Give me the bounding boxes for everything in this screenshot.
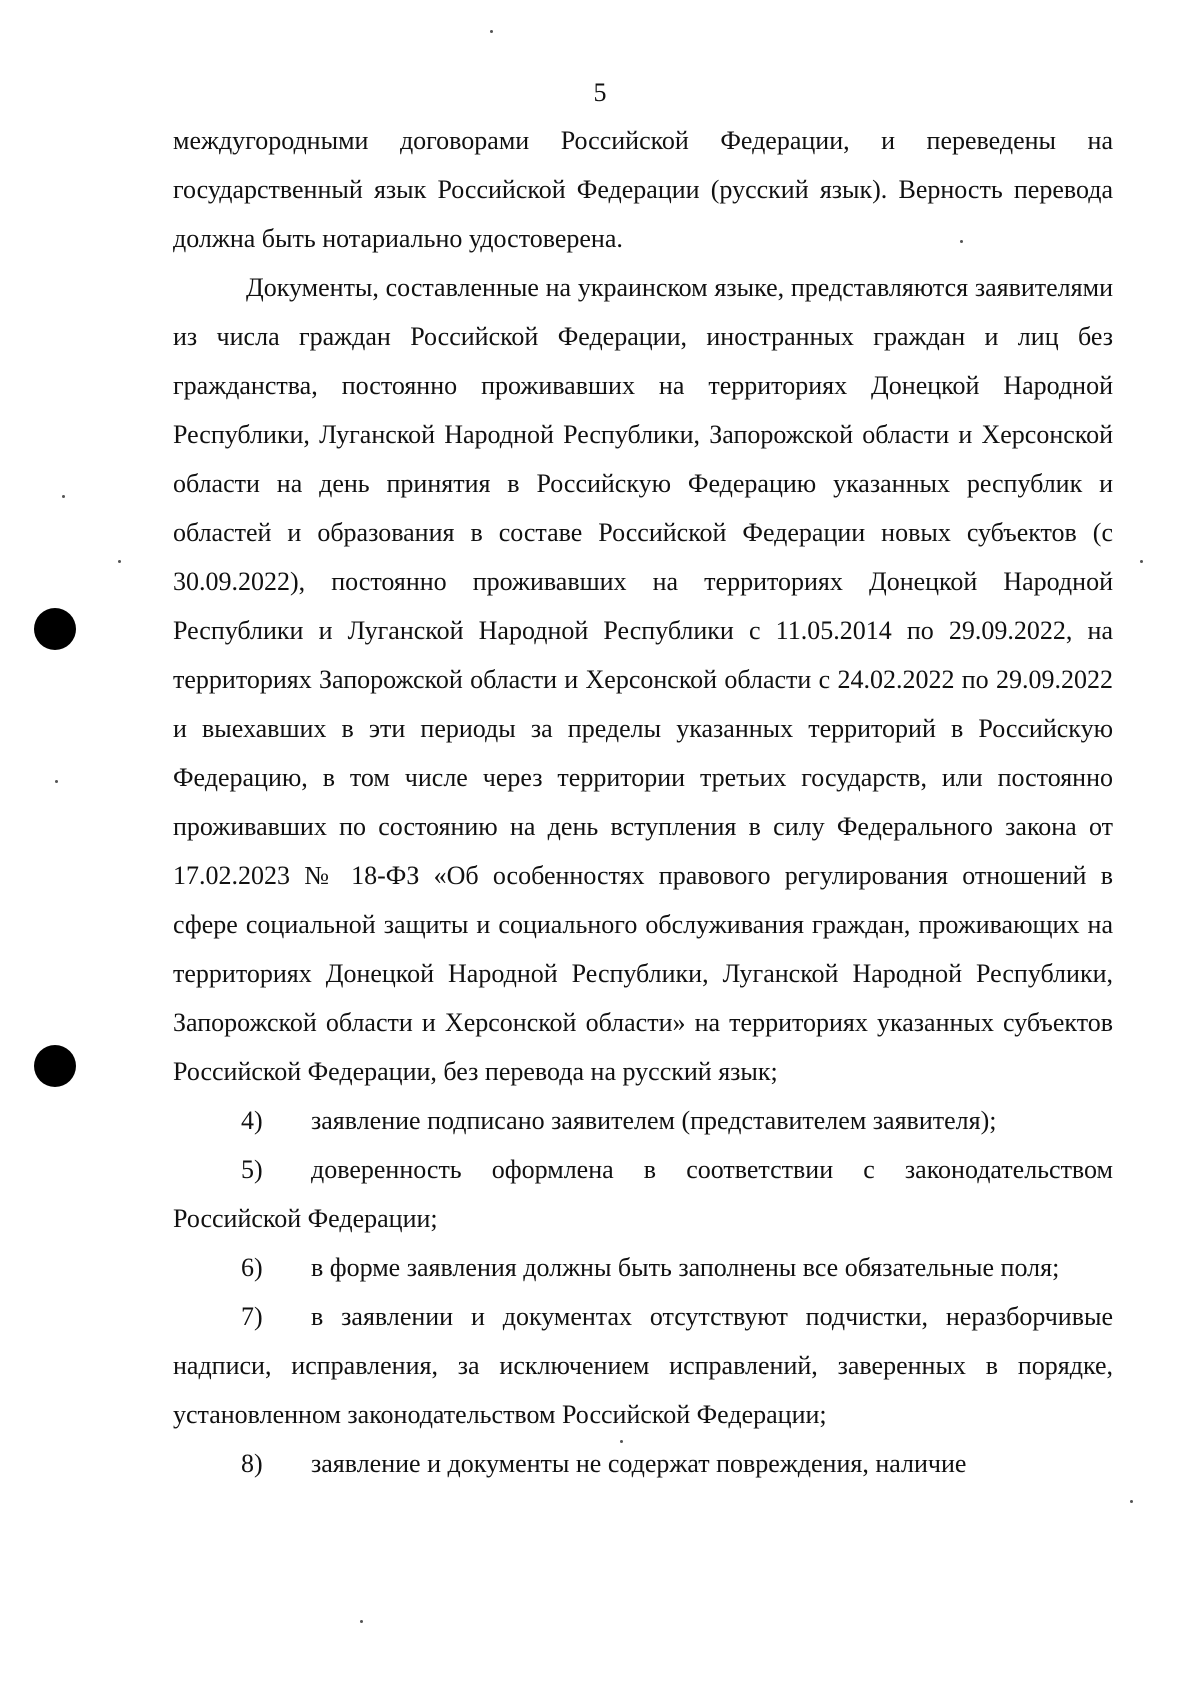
list-item-text: доверенность оформлена в соответствии с законодательством Российской Федерации;	[173, 1155, 1113, 1233]
list-item-number: 5)	[241, 1155, 263, 1184]
scan-speck	[1130, 1500, 1133, 1503]
scan-speck	[620, 1440, 623, 1443]
list-item	[173, 1145, 1113, 1243]
scan-speck	[62, 495, 65, 498]
list-item-text: заявление и документы не содержат повреждения, наличие	[311, 1449, 967, 1478]
list-item-number: 7)	[241, 1302, 263, 1331]
paragraph-continuation: междугородными договорами Российской Федерации, и переведены на государственный язык Российской Федерации (русский язык). Верность перевода должна быть нотариально удостоверена.	[173, 126, 1113, 253]
scan-speck	[360, 1620, 363, 1623]
list-item	[173, 1243, 1113, 1292]
list-item-number: 4)	[241, 1106, 263, 1135]
page-number: 5	[593, 78, 607, 107]
scan-speck	[1140, 560, 1143, 563]
scan-speck	[55, 780, 58, 783]
list-item-number: 8)	[241, 1449, 263, 1478]
list-item-number: 6)	[241, 1253, 263, 1282]
list-item-text: в заявлении и документах отсутствуют подчистки, неразборчивые надписи, исправления, за исключением исправлений, заверенных в порядке, установленном законодательством Российской Федерации;	[173, 1302, 1113, 1429]
document-body	[173, 116, 1113, 1488]
list-item	[173, 1096, 1113, 1145]
list-item-text: заявление подписано заявителем (представителем заявителя);	[311, 1106, 997, 1135]
scan-speck	[960, 240, 963, 243]
scan-speck	[118, 560, 121, 563]
list-item-text: в форме заявления должны быть заполнены все обязательные поля;	[311, 1253, 1060, 1282]
list-item	[173, 1292, 1113, 1439]
list-item	[173, 1439, 1113, 1488]
punch-hole-mark	[34, 1045, 76, 1087]
scan-speck	[490, 30, 493, 33]
paragraph-ukrainian-documents: Документы, составленные на украинском языке, представляются заявителями из числа граждан Российской Федерации, иностранных граждан и лиц без гражданства, постоянно проживавших на территориях Донецкой Народной Республики, Луганской Народной Республики, Запорожской области и Херсонской области на день принятия в Российскую Федерацию указанных республик и областей и образования в составе Российской Федерации новых субъектов (с 30.09.2022), постоянно проживавших на территориях Донецкой Народной Республики и Луганской Народной Республики с 11.05.2014 по 29.09.2022, на территориях Запорожской области и Херсонской области с 24.02.2022 по 29.09.2022 и выехавших в эти периоды за пределы указанных территорий в Российскую Федерацию, в том числе через территории третьих государств, или постоянно проживавших по состоянию на день вступления в силу Федерального закона от 17.02.2023 № 18-ФЗ «Об особенностях правового регулирования отношений в сфере социальной защиты и социального обслуживания граждан, проживающих на территориях Донецкой Народной Республики, Луганской Народной Республики, Запорожской области и Херсонской области» на территориях указанных субъектов Российской Федерации, без перевода на русский язык;	[173, 273, 1113, 1086]
punch-hole-mark	[34, 608, 76, 650]
